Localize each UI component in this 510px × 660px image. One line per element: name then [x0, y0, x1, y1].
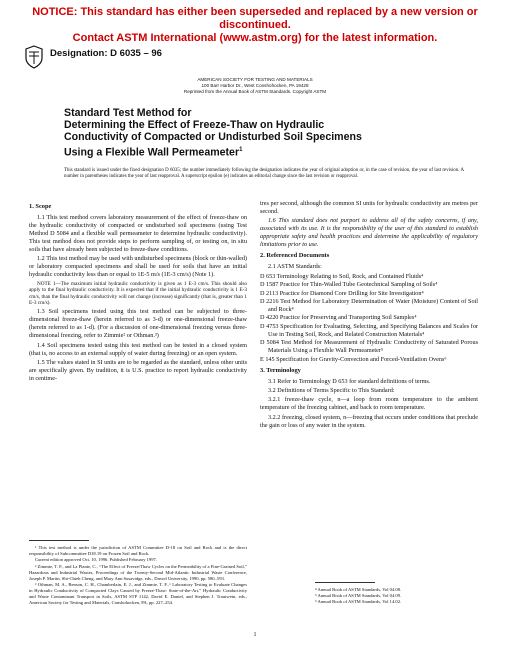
paragraph-1-5-continued: tres per second, although the common SI units for hydraulic conductivity are metres per second.	[260, 200, 478, 215]
paragraph-1-1: 1.1 This test method covers laboratory measurement of the effect of freeze-thaw on the hydraulic conductivity of compacted or undisturbed soil specimens (using Test Method D 5084 and a flexible wall permeameter to determine hydraulic conductivity). This test method does not provide steps to perform sampling of, or testing on, in situ soils that have already been subjected to freeze-thaw conditions.	[29, 213, 247, 253]
supersede-notice	[0, 6, 510, 45]
publisher-line-1: AMERICAN SOCIETY FOR TESTING AND MATERIALS	[197, 77, 313, 82]
footnote-divider-right	[315, 582, 375, 583]
paragraph-1-5: 1.5 The values stated in SI units are to be regarded as the standard, unless other units are specifically given. By tradition, it is U.S. practice to report hydraulic conductivity in centime-	[29, 359, 247, 383]
footnote-2: ² Zimmie, T. F., and La Plante, C., “The Effect of Freeze/Thaw Cycles on the Permeability of a Fine-Grained Soil,” Hazardous and Industrial Wastes, Proceedings of the Twenty-Second Mid-Atlantic Industrial Waste Conference, Joseph P. Martin, Shi-Chieh Cheng, and Mary Ann Susavidge, eds., Drexel University, 1990, pp. 580–593.	[29, 563, 247, 581]
reference-item: D 2216 Test Method for Laboratory Determination of Water (Moisture) Content of Soil and Rock⁴	[260, 297, 478, 313]
paragraph-1-4: 1.4 Soil specimens tested using this test method can be tested in a closed system (that is, no access to an external supply of water during freezing) or an open system.	[29, 341, 247, 357]
publisher-line-2: 100 Barr Harbor Dr., West Conshohocken, PA 19428	[201, 82, 309, 88]
title-line-2: Determining the Effect of Freeze-Thaw on Hydraulic	[64, 119, 325, 132]
paragraph-2-1: 2.1 ASTM Standards:	[268, 263, 322, 271]
publisher-info	[0, 77, 510, 94]
left-column	[29, 200, 247, 385]
reference-item: D 653 Terminology Relating to Soil, Rock, and Contained Fluids⁴	[260, 272, 424, 280]
reference-item: D 5084 Test Method for Measurement of Hydraulic Conductivity of Saturated Porous Materials Using a Flexible Wall Permeameter⁵	[260, 339, 478, 355]
section-scope-heading: 1. Scope	[29, 203, 52, 210]
paragraph-3-2-1: 3.2.1 freeze-thaw cycle, n—a loop from room temperature to the ambient temperature of the freezing cabinet, and back to room temperature.	[260, 396, 478, 412]
paragraph-1-6: 1.6 This standard does not purport to address all of the safety concerns, if any, associated with its use. It is the responsibility of the user of this standard to establish appropriate safety and health practices and determine the applicability of regulatory limitations prior to use.	[260, 217, 478, 249]
designation: Designation: D 6035 – 96	[50, 48, 162, 59]
footnote-divider	[29, 540, 89, 541]
title-line-1: Standard Test Method for	[64, 107, 192, 119]
footnote-6: ⁶ Annual Book of ASTM Standards, Vol 14.02.	[315, 598, 402, 604]
right-column	[260, 200, 478, 431]
astm-logo-icon	[24, 45, 44, 69]
standard-issue-note: This standard is issued under the fixed designation D 6035; the number immediately following the designation indicates the year of original adoption or, in the case of revision, the year of last revision. A number in parentheses indicates the year of last reapproval. A superscript epsilon (e) indicates an editorial change since the last revision or reapproval.	[64, 168, 464, 180]
footnote-3: ³ Othman, M. A., Benson, C. H., Chamberlain, E. J., and Zimmie, T. F.,“ Laboratory Testing to Evaluate Changes in Hydraulic Conductivity of Compacted Clays Caused by Freeze-Thaw: State-of-the-Art,” Hydraulic Conductivity and Waste Contaminant Transport in Soils, ASTM STP 1142, David E. Daniel, and Stephen J. Trautwein, eds., American Society for Testing and Materials, Conshohocken, PA, pp. 227–254.	[29, 582, 247, 605]
paragraph-1-3: 1.3 Soil specimens tested using this test method can be subjected to three-dimensional freeze-thaw (herein referred to as 3-d) or one-dimensional freeze-thaw (herein referred to as 1-d). (For a discussion of one-dimensional freezing versus three-dimensional freezing, refer to Zimmie² or Othman.³)	[29, 308, 247, 340]
reference-item: D 4220 Practice for Preserving and Transporting Soil Samples⁴	[260, 314, 417, 322]
notice-line-1: NOTICE: This standard has either been superseded and replaced by a new version or discontinued.	[32, 6, 478, 31]
note-1: NOTE 1—The maximum initial hydraulic conductivity is given as 1 E-3 cm/s. This should also apply to the final hydraulic conductivity. It is expected that if the initial hydraulic conductivity is 1 E-3 cm/s, than the final hydraulic conductivity will not change (increase) significantly (that is, greater than 1 E-3 cm/s).	[29, 280, 247, 307]
reference-item: D 4753 Specification for Evaluating, Selecting, and Specifying Balances and Scales for Use in Testing Soil, Rock, and Related Construction Materials⁴	[260, 322, 478, 338]
footnotes-right	[315, 587, 485, 604]
title-line-3: Conductivity of Compacted or Undisturbed Soil Specimens	[64, 131, 362, 144]
footnotes-left	[29, 545, 247, 606]
reference-item: E 145 Specification for Gravity-Convection and Forced-Ventilation Ovens⁶	[260, 355, 447, 363]
publisher-line-3: Reprinted from the Annual Book of ASTM Standards. Copyright ASTM	[183, 88, 327, 94]
title-footnote-mark: 1	[239, 146, 243, 153]
footnote-1: ¹ This test method is under the jurisdiction of ASTM Committee D-18 on Soil and Rock and is the direct responsibility of Subcommittee D18.19 on Frozen Soil and Rock.	[29, 545, 247, 556]
section-referenced-documents-heading: 2. Referenced Documents	[260, 252, 330, 260]
reference-item: D 2113 Practice for Diamond Core Drilling for Site Investigation⁴	[260, 289, 424, 297]
section-terminology-heading: 3. Terminology	[260, 366, 301, 374]
document-title	[64, 107, 454, 158]
paragraph-3-1: 3.1 Refer to Terminology D 653 for standard definitions of terms.	[268, 377, 431, 385]
reference-item: D 1587 Practice for Thin-Walled Tube Geotechnical Sampling of Soils⁴	[260, 281, 438, 289]
notice-line-2: Contact ASTM International (www.astm.org) for the latest information.	[72, 32, 438, 44]
paragraph-1-2: 1.2 This test method may be used with undisturbed specimens (block or thin-walled) or laboratory compacted specimens and shall be used for soils that have an initial hydraulic conductivity less than or equal to 1E-5 m/s (1E-3 cm/s) (Note 1).	[29, 255, 247, 279]
title-line-4: Using a Flexible Wall Permeameter	[64, 146, 240, 159]
footnote-5: ⁵ Annual Book of ASTM Standards, Vol 04.09.	[315, 592, 402, 598]
paragraph-3-2: 3.2 Definitions of Terms Specific to This Standard:	[268, 387, 395, 395]
page-number: 1	[253, 632, 257, 638]
footnote-4: ⁴ Annual Book of ASTM Standards, Vol 04.08.	[315, 587, 402, 592]
footnote-1-edition: Current edition approved Oct. 10, 1996. Published February 1997.	[35, 557, 157, 563]
paragraph-3-2-2: 3.2.2 freezing, closed system, n—freezing that occurs under conditions that preclude the gain or loss of any water in the system.	[260, 413, 478, 429]
